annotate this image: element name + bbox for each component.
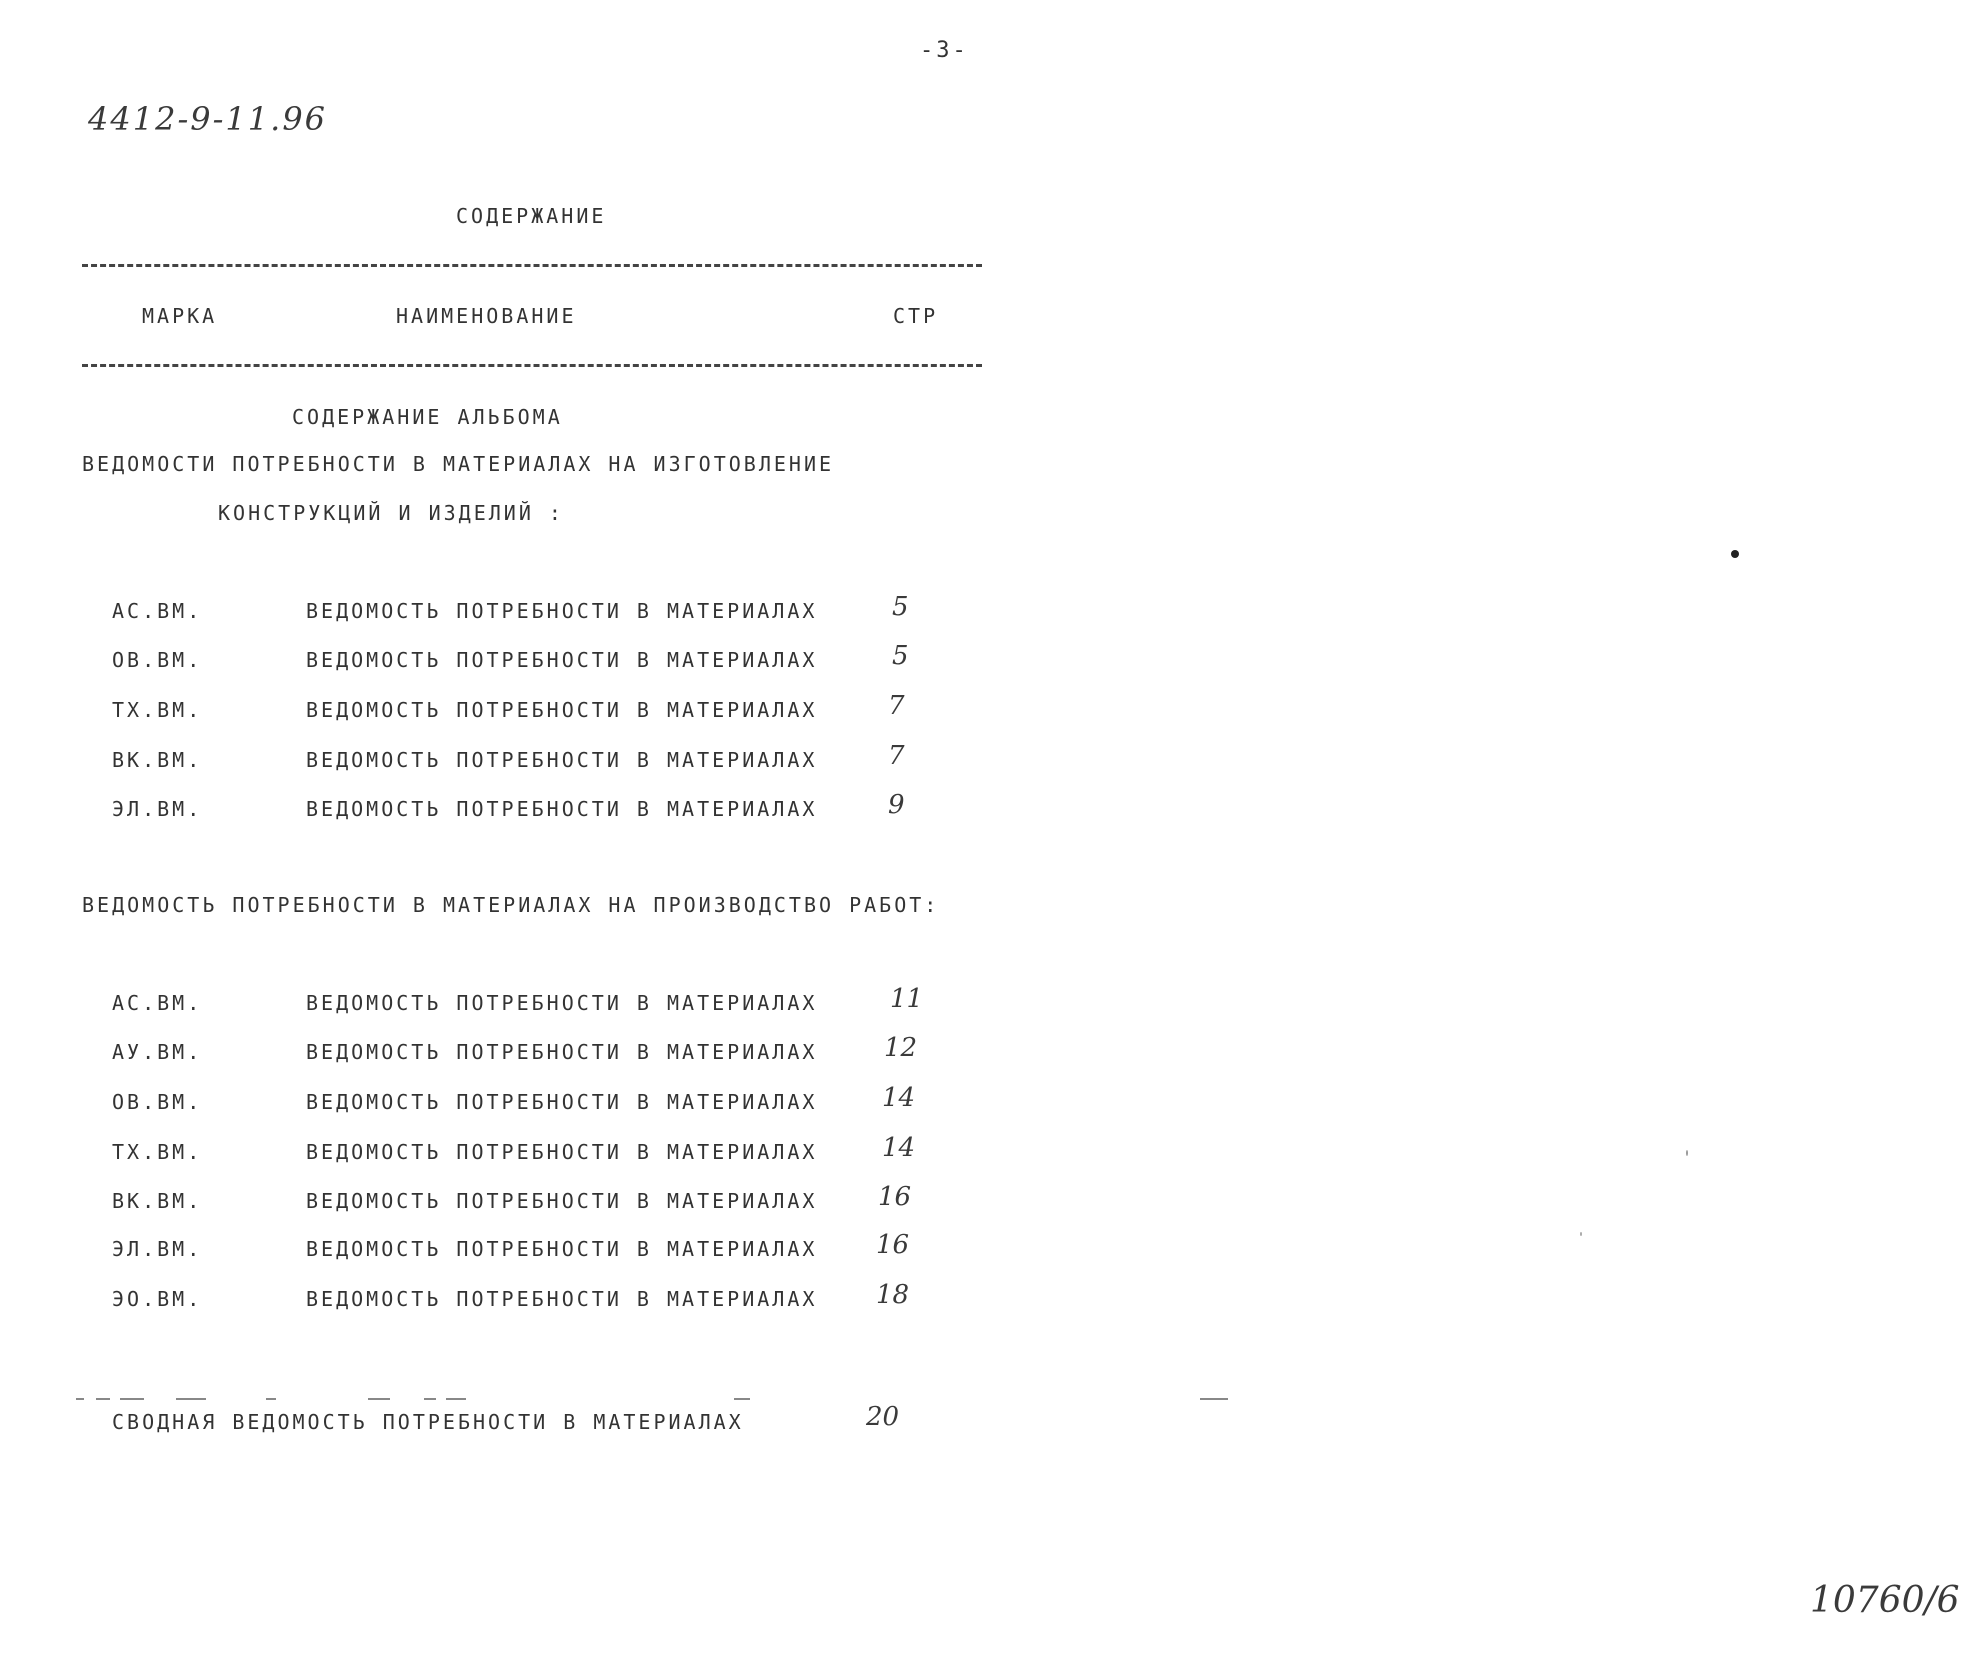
- page-title: СОДЕРЖАНИЕ: [456, 204, 607, 228]
- row-mark: ВК.ВМ.: [112, 748, 203, 772]
- archive-number: 10760/6: [1810, 1580, 1960, 1621]
- scan-speck: [1731, 550, 1739, 558]
- row-name: ВЕДОМОСТЬ ПОТРЕБНОСТИ В МАТЕРИАЛАХ: [306, 648, 818, 672]
- row-name: ВЕДОМОСТЬ ПОТРЕБНОСТИ В МАТЕРИАЛАХ: [306, 797, 818, 821]
- column-header-page: СТР: [893, 304, 939, 328]
- row-name: ВЕДОМОСТЬ ПОТРЕБНОСТИ В МАТЕРИАЛАХ: [306, 599, 818, 623]
- row-page: 14: [882, 1083, 916, 1113]
- header-rule-top: [82, 264, 982, 267]
- row-name: ВЕДОМОСТЬ ПОТРЕБНОСТИ В МАТЕРИАЛАХ: [306, 1189, 818, 1213]
- separator-dash: [734, 1398, 750, 1400]
- row-name: ВЕДОМОСТЬ ПОТРЕБНОСТИ В МАТЕРИАЛАХ: [306, 748, 818, 772]
- separator-dash: [424, 1398, 436, 1400]
- document-code: 4412-9-11.96: [88, 100, 328, 138]
- row-page: 5: [892, 592, 909, 622]
- summary-label: СВОДНАЯ ВЕДОМОСТЬ ПОТРЕБНОСТИ В МАТЕРИАЛАХ: [112, 1410, 744, 1434]
- row-name: ВЕДОМОСТЬ ПОТРЕБНОСТИ В МАТЕРИАЛАХ: [306, 1040, 818, 1064]
- row-mark: АУ.ВМ.: [112, 1040, 203, 1064]
- separator-dash: [1200, 1398, 1228, 1400]
- separator-dash: [96, 1398, 110, 1400]
- row-page: 14: [882, 1133, 916, 1163]
- row-page: 12: [884, 1033, 918, 1063]
- row-page: 11: [890, 984, 924, 1014]
- separator-dash: [266, 1398, 276, 1400]
- row-name: ВЕДОМОСТЬ ПОТРЕБНОСТИ В МАТЕРИАЛАХ: [306, 1140, 818, 1164]
- separator-dash: [368, 1398, 390, 1400]
- album-contents-heading: СОДЕРЖАНИЕ АЛЬБОМА: [292, 405, 563, 429]
- row-page: 7: [888, 741, 905, 771]
- row-mark: АС.ВМ.: [112, 599, 203, 623]
- row-page: 5: [892, 641, 909, 671]
- row-mark: ЭЛ.ВМ.: [112, 797, 203, 821]
- row-name: ВЕДОМОСТЬ ПОТРЕБНОСТИ В МАТЕРИАЛАХ: [306, 1287, 818, 1311]
- row-mark: ЭЛ.ВМ.: [112, 1237, 203, 1261]
- header-rule-bottom: [82, 364, 982, 367]
- row-name: ВЕДОМОСТЬ ПОТРЕБНОСТИ В МАТЕРИАЛАХ: [306, 698, 818, 722]
- page-number: -3-: [920, 38, 969, 63]
- row-mark: ЭО.ВМ.: [112, 1287, 203, 1311]
- row-mark: ТХ.ВМ.: [112, 698, 203, 722]
- row-name: ВЕДОМОСТЬ ПОТРЕБНОСТИ В МАТЕРИАЛАХ: [306, 1237, 818, 1261]
- scan-speck: [1686, 1150, 1688, 1156]
- summary-page: 20: [866, 1402, 900, 1432]
- row-page: 7: [888, 691, 905, 721]
- row-mark: ТХ.ВМ.: [112, 1140, 203, 1164]
- scan-speck: [1580, 1232, 1582, 1236]
- column-header-mark: МАРКА: [142, 304, 218, 328]
- row-page: 16: [876, 1230, 910, 1260]
- row-mark: АС.ВМ.: [112, 991, 203, 1015]
- row-page: 16: [878, 1182, 912, 1212]
- row-page: 18: [876, 1280, 910, 1310]
- section2-title: ВЕДОМОСТЬ ПОТРЕБНОСТИ В МАТЕРИАЛАХ НА ПРОИЗВОДСТВО РАБОТ:: [82, 893, 940, 917]
- row-mark: ВК.ВМ.: [112, 1189, 203, 1213]
- separator-dash: [76, 1398, 84, 1400]
- row-page: 9: [888, 790, 905, 820]
- row-name: ВЕДОМОСТЬ ПОТРЕБНОСТИ В МАТЕРИАЛАХ: [306, 1090, 818, 1114]
- row-name: ВЕДОМОСТЬ ПОТРЕБНОСТИ В МАТЕРИАЛАХ: [306, 991, 818, 1015]
- row-mark: ОВ.ВМ.: [112, 648, 203, 672]
- separator-dash: [176, 1398, 206, 1400]
- row-mark: ОВ.ВМ.: [112, 1090, 203, 1114]
- separator-dash: [446, 1398, 466, 1400]
- section1-title-line1: ВЕДОМОСТИ ПОТРЕБНОСТИ В МАТЕРИАЛАХ НА ИЗГОТОВЛЕНИЕ: [82, 452, 835, 476]
- separator-dash: [120, 1398, 144, 1400]
- column-header-name: НАИМЕНОВАНИЕ: [396, 304, 577, 328]
- section1-title-line2: КОНСТРУКЦИЙ И ИЗДЕЛИЙ :: [218, 501, 564, 525]
